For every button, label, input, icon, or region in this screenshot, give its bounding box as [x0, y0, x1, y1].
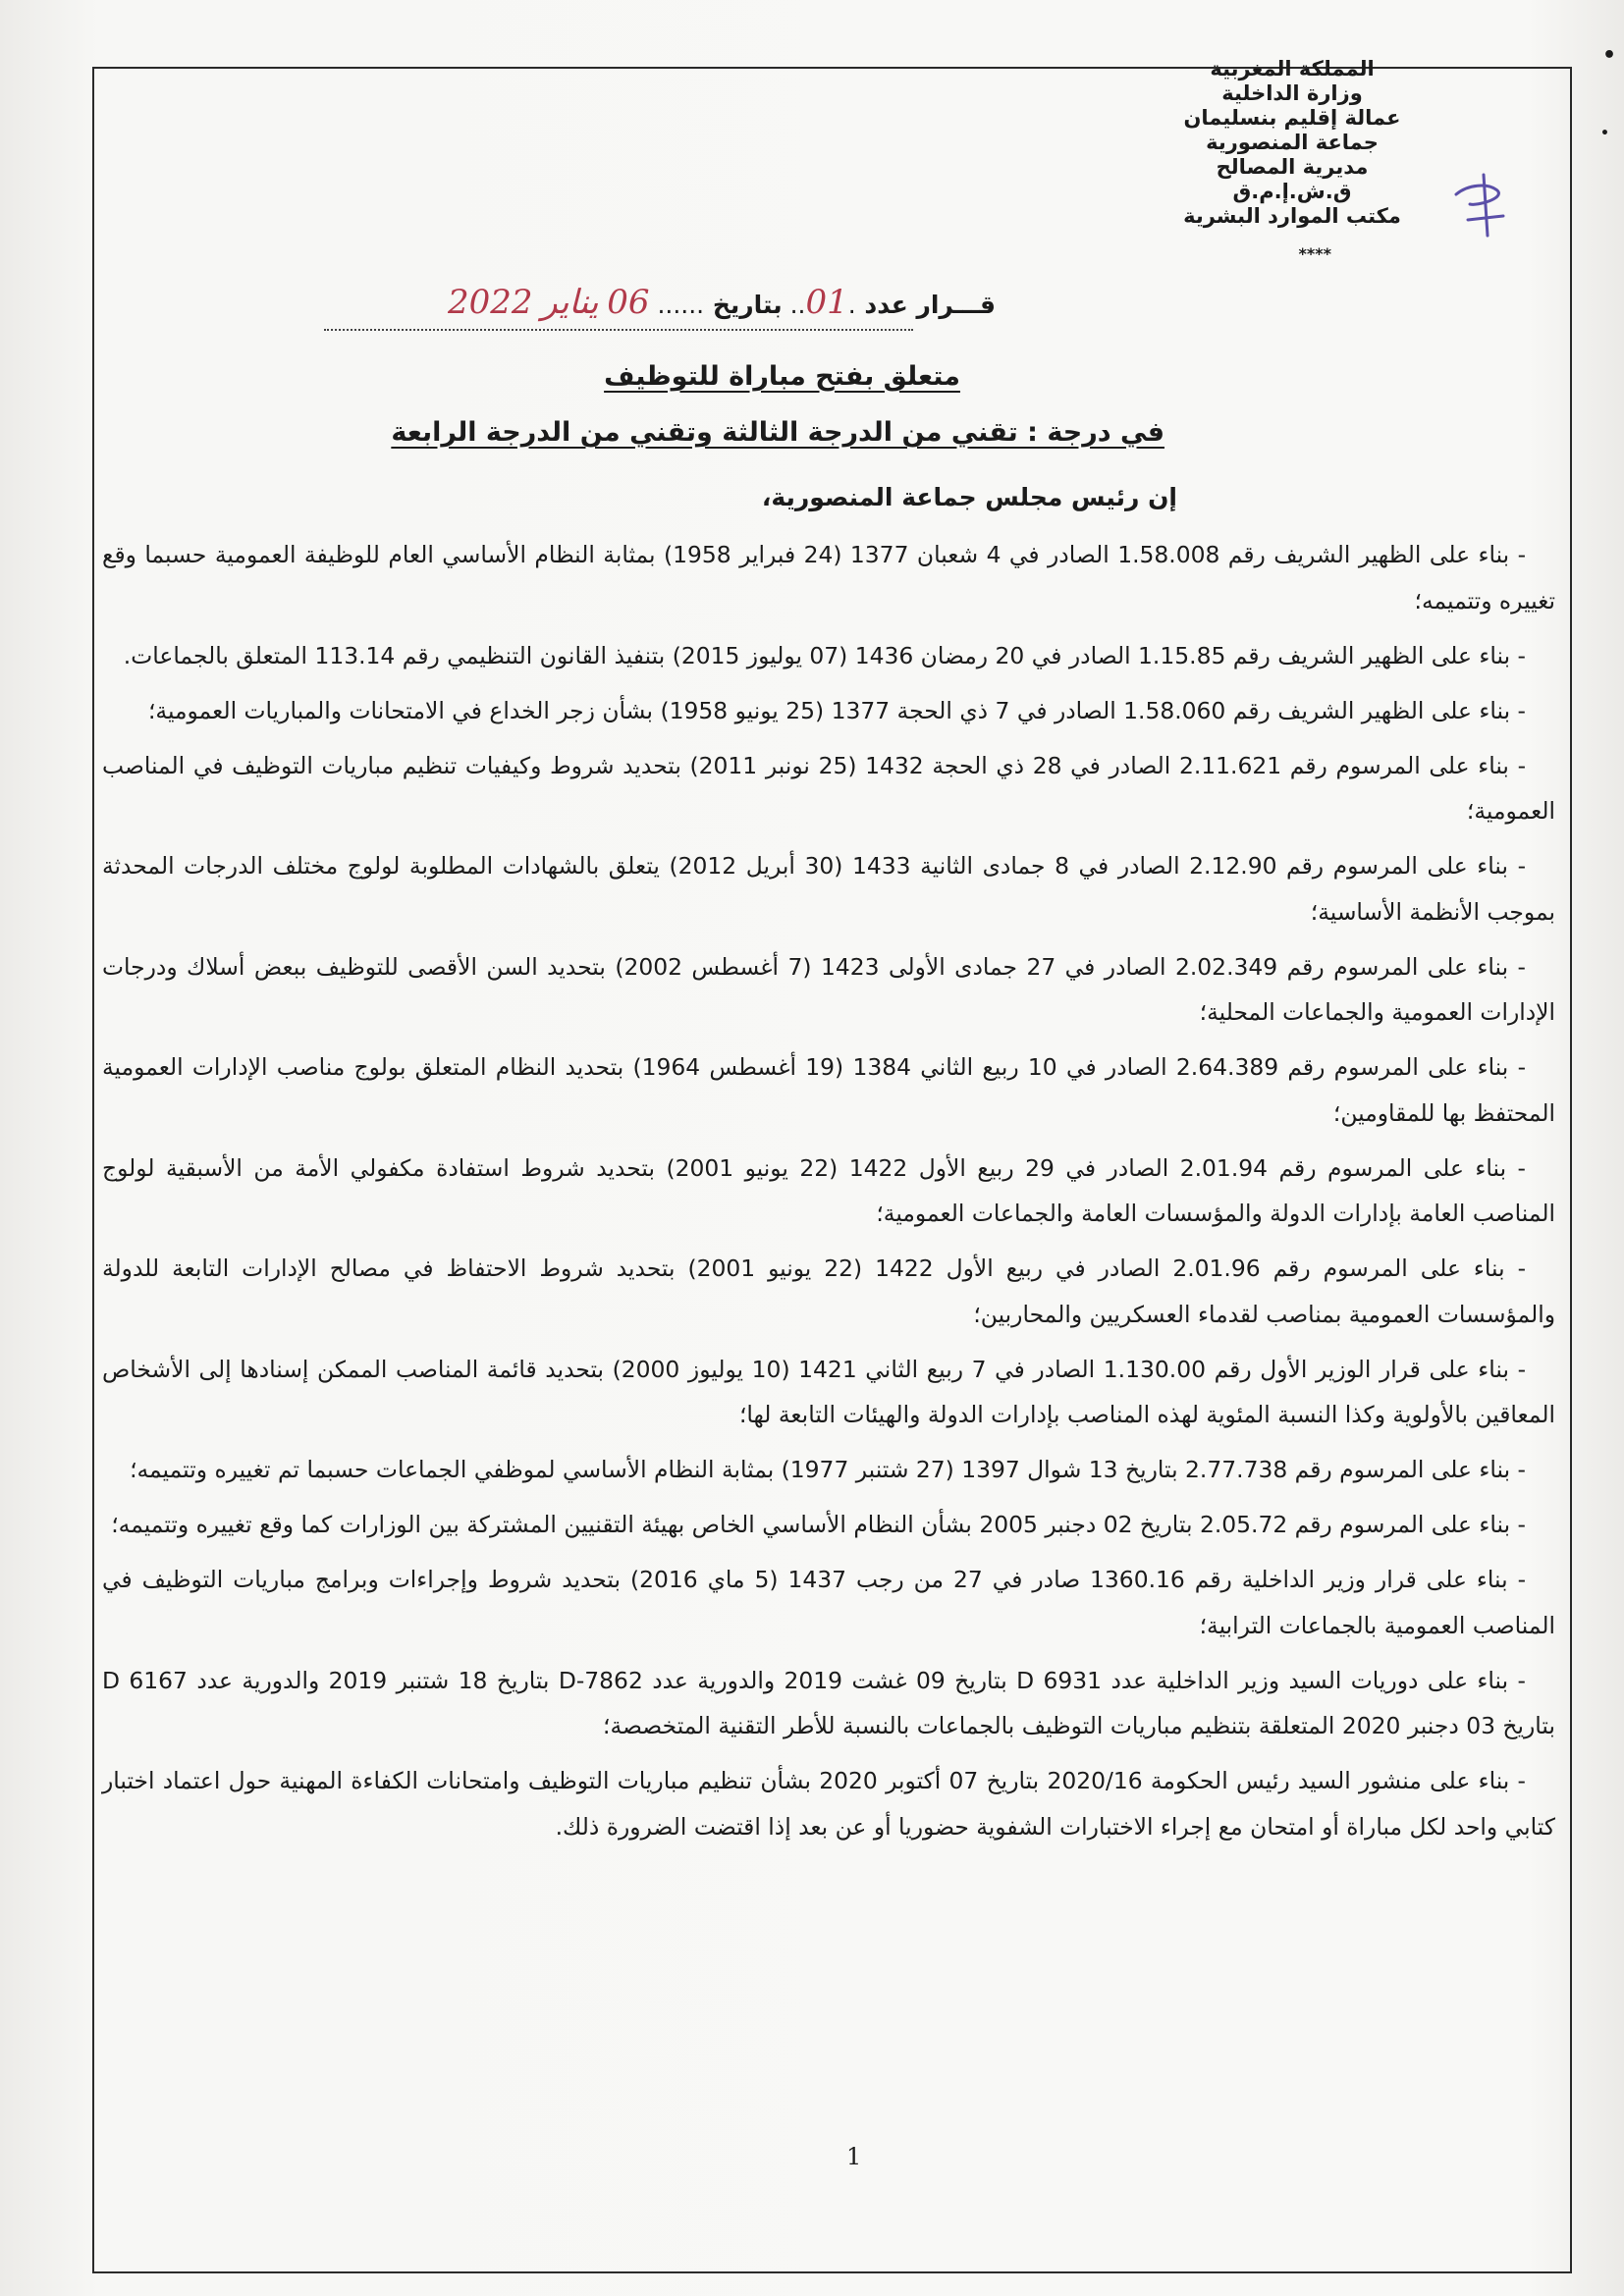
legal-clause: - بناء على قرار وزير الداخلية رقم 1360.16 صادر في 27 من رجب 1437 (5 ماي 2016) بتحديد شروط وإجراءات وبرامج مباريات التوظيف في المناصب العمومية بالجماعات الترابية؛: [102, 1566, 1555, 1639]
legal-clause: - بناء على دوريات السيد وزير الداخلية عدد D 6931 بتاريخ 09 غشت 2019 والدورية عدد D-7862 بتاريخ 18 شتنبر 2019 والدورية عدد D 6167 بتاريخ 03 دجنبر 2020 المتعلقة بتنظيم مباريات التوظيف بالجماعات بالنسبة للأطر التقنية المتخصصة؛: [102, 1666, 1555, 1739]
decision-number: 01: [805, 283, 848, 322]
legal-clause: - بناء على المرسوم رقم 2.01.96 الصادر في ربيع الأول 1422 (22 يونيو 2001) بتحديد شروط الاحتفاظ في مصالح الإدارات التابعة للدولة والمؤسسات العمومية بمناصب لقدماء العسكريين والمحاربين؛: [102, 1255, 1555, 1328]
handwritten-initials: [1448, 165, 1517, 243]
margin-mark: •: [1600, 126, 1609, 141]
letterhead-line: جماعة المنصورية: [1206, 131, 1379, 154]
legal-clause: - بناء على المرسوم رقم 2.12.90 الصادر في 8 جمادى الثانية 1433 (30 أبريل 2012) يتعلق بالشهادات المطلوبة لولوج مختلف الدرجات المحدثة بموجب الأنظمة الأساسية؛: [102, 852, 1555, 926]
date-day: 06: [607, 283, 650, 322]
dotted-underline: [324, 329, 913, 331]
letterhead-line: المملكة المغربية: [1210, 57, 1375, 80]
legal-clause: - بناء على قرار الوزير الأول رقم 1.130.00 الصادر في 7 ربيع الثاني 1421 (10 يوليوز 2000) بتحديد قائمة المناصب الممكن إسنادها إلى الأشخاص المعاقين بالأولوية وكذا النسبة المئوية لهذه المناصب بإدارات الدولة والهيئات التابعة لها؛: [102, 1355, 1555, 1428]
legal-clause: - بناء على الظهير الشريف رقم 1.15.85 الصادر في 20 رمضان 1436 (07 يوليوز 2015) بتنفيذ القانون التنظيمي رقم 113.14 المتعلق بالجماعات.: [123, 641, 1526, 669]
decision-subject: متعلق بفتح مباراة للتوظيف: [604, 361, 960, 392]
letterhead-line: عمالة إقليم بنسليمان: [1183, 106, 1401, 130]
date-label: بتاريخ: [712, 291, 783, 319]
legal-clause: - بناء على المرسوم رقم 2.05.72 بتاريخ 02 دجنبر 2005 بشأن النظام الأساسي الخاص بهيئة التقنيين المشتركة بين الوزارات كما وقع تغييره وتتميمه؛: [111, 1511, 1526, 1538]
letterhead: [1106, 57, 1479, 229]
legal-clause: - بناء على منشور السيد رئيس الحكومة 2020/16 بتاريخ 07 أكتوبر 2020 بشأن تنظيم مباريات التوظيف وامتحانات الكفاءة المهنية حول اعتماد اختبار كتابي واحد لكل مباراة أو امتحان مع إجراء الاختبارات الشفوية حضوريا أو عن بعد إذا اقتضت الضرورة ذلك.: [102, 1767, 1555, 1841]
legal-clause: - بناء على الظهير الشريف رقم 1.58.008 الصادر في 4 شعبان 1377 (24 فبراير 1958) بمثابة النظام الأساسي العام للوظيفة العمومية حسبما وقع تغييره وتتميمه؛: [102, 541, 1555, 614]
letterhead-line: مكتب الموارد البشرية: [1183, 204, 1401, 228]
council-president-line: إن رئيس مجلس جماعة المنصورية،: [761, 483, 1177, 511]
decision-label: قـــرار عدد: [864, 291, 996, 319]
legal-clause: - بناء على المرسوم رقم 2.77.738 بتاريخ 13 شوال 1397 (27 شتنبر 1977) بمثابة النظام الأساسي لموظفي الجماعات حسبما تم تغييره وتتميمه؛: [130, 1456, 1526, 1483]
page-number: 1: [846, 2143, 862, 2170]
margin-mark: •: [1602, 43, 1617, 68]
letterhead-line: ق.ش.إ.م.ق: [1232, 180, 1352, 203]
letterhead-line: مديرية المصالح: [1216, 155, 1369, 179]
decision-grade: في درجة : تقني من الدرجة الثالثة وتقني من الدرجة الرابعة: [391, 417, 1164, 448]
legal-clause: - بناء على المرسوم رقم 2.64.389 الصادر في 10 ربيع الثاني 1384 (19 أغسطس 1964) بتحديد النظام المتعلق بولوج مناصب الإدارات العمومية المحتفظ بها للمقاومين؛: [102, 1053, 1555, 1127]
legal-clause: - بناء على المرسوم رقم 2.02.349 الصادر في 27 جمادى الأولى 1423 (7 أغسطس 2002) بتحديد السن الأقصى للتوظيف ببعض أسلاك ودرجات الإدارات العمومية والجماعات المحلية؛: [102, 952, 1555, 1026]
date-year: 2022: [447, 283, 533, 322]
legal-clause: - بناء على المرسوم رقم 2.11.621 الصادر في 28 ذي الحجة 1432 (25 نونبر 2011) بتحديد شروط وكيفيات تنظيم مباريات التوظيف في المناصب العمومية؛: [102, 751, 1555, 825]
letterhead-stars: ****: [1298, 244, 1331, 263]
letterhead-line: وزارة الداخلية: [1221, 81, 1363, 105]
legal-basis-list: [102, 532, 1555, 1859]
legal-clause: - بناء على الظهير الشريف رقم 1.58.060 الصادر في 7 ذي الحجة 1377 (25 يونيو 1958) بشأن زجر الخداع في الامتحانات والمباريات العمومية؛: [147, 696, 1526, 724]
date-month: يناير: [541, 283, 599, 322]
legal-clause: - بناء على المرسوم رقم 2.01.94 الصادر في 29 ربيع الأول 1422 (22 يونيو 2001) بتحديد شروط استفادة مكفولي الأمة من الأسبقية لولوج المناصب العامة بإدارات الدولة والمؤسسات العامة والجماعات العمومية؛: [102, 1153, 1555, 1227]
decision-reference: قـــرار عدد .01.. بتاريخ ...... 06 يناير 2022: [447, 283, 996, 322]
